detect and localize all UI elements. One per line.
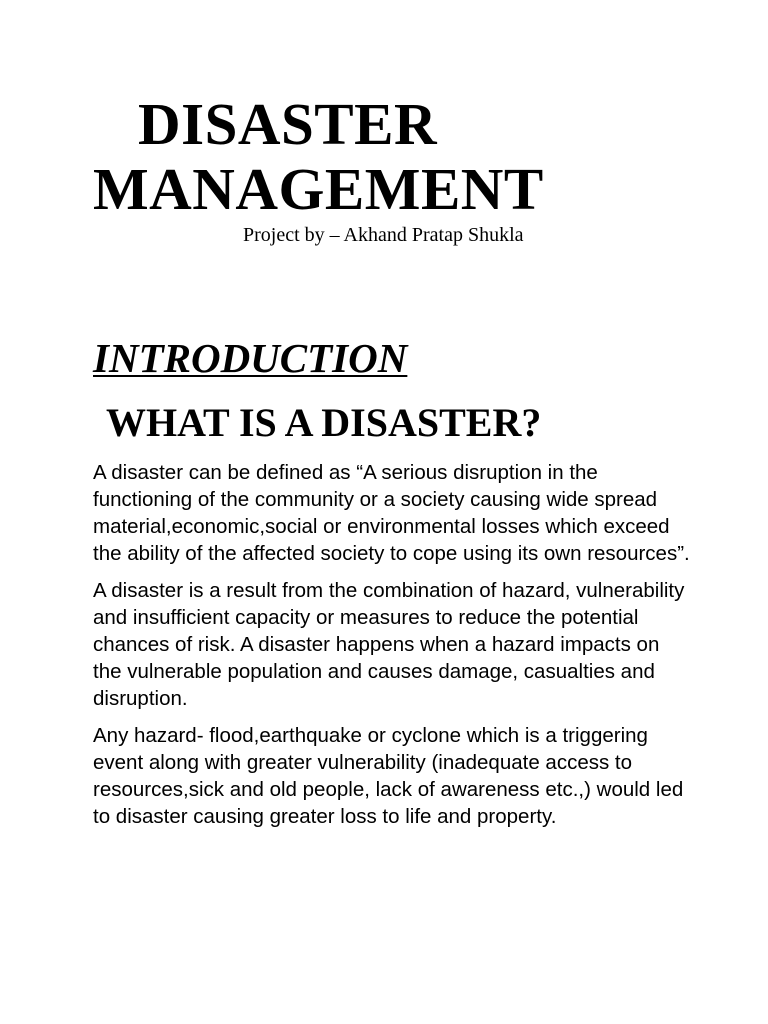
section-heading-introduction: INTRODUCTION [93,335,408,381]
subheading-what-is-disaster: WHAT IS A DISASTER? [106,400,542,445]
paragraph-hazard-vulnerability: A disaster is a result from the combination of hazard, vulnerability and insufficient capacity or measures to reduce the potential chances of risk. A disaster happens when a hazard impacts on the vulnerable population and causes damage, casualties and disruption. [93,579,685,710]
author-byline: Project by – Akhand Pratap Shukla [243,224,524,246]
paragraph-triggering-event: Any hazard- flood,earthquake or cyclone which is a triggering event along with greater vulnerability (inadequate access to resources,sick and old people, lack of awareness etc.,) would led to disaster causing greater loss to life and property. [93,724,684,828]
document-title-line-1: DISASTER [138,91,438,157]
body-text [93,459,693,840]
paragraph-definition: A disaster can be defined as “A serious disruption in the functioning of the community or a society causing wide spread material,economic,social or environmental losses which exceed the ability of the affected society to cope using its own resources”. [93,461,690,565]
document-title-line-2: MANAGEMENT [93,156,544,222]
